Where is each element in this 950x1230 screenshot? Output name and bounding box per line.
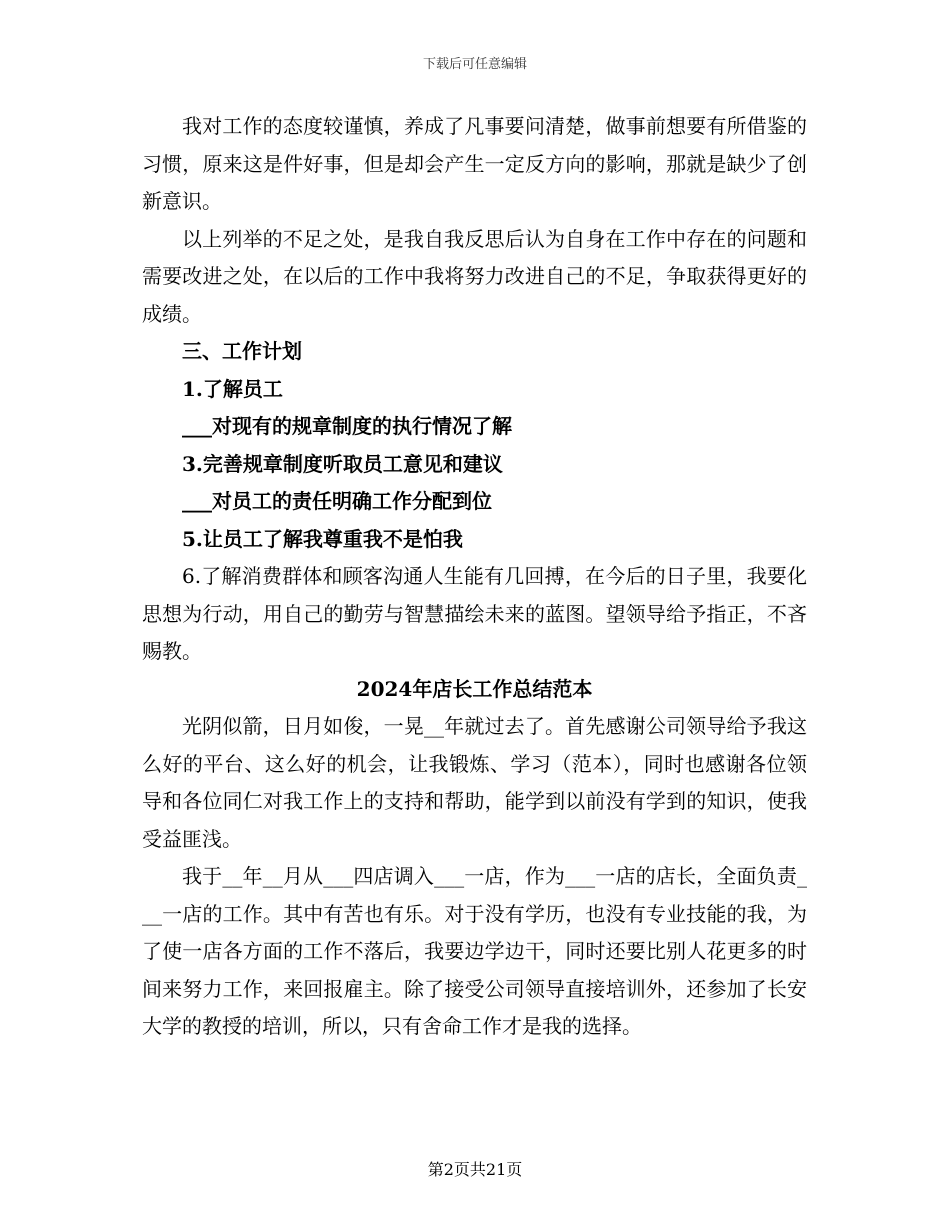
paragraph-assignment: 我于__年__月从___四店调入___一店，作为___一店的店长，全面负责___一店的工作。其中有苦也有乐。对于没有学历，也没有专业技能的我，为了使一店各方面的工作不落后，我要边学边干，同时还要比别人花更多的时间来努力工作，来回报雇主。除了接受公司领导直接培训外，还参加了长安大学的教授的培训，所以，只有舍命工作才是我的选择。 — [142, 864, 807, 1038]
plan-item-1: 1.了解员工 — [182, 376, 283, 401]
paragraph-intro: 光阴似箭，日月如俊，一晃__年就过去了。首先感谢公司领导给予我这么好的平台、这么好的机会，让我锻炼、学习（范本），同时也感谢各位领导和各位同仁对我工作上的支持和帮助，能学到以前没有学到的知识，使我受益匪浅。 — [142, 714, 807, 851]
plan-item-6: 6.了解消费群体和顾客沟通人生能有几回搏，在今后的日子里，我要化思想为行动，用自己的勤劳与智慧描绘未来的蓝图。望领导给予指正，不吝赐教。 — [142, 564, 807, 663]
plan-item-5: 5.让员工了解我尊重我不是怕我 — [182, 526, 463, 551]
page-number: 第2页共21页 — [427, 1160, 523, 1179]
document-body — [142, 108, 807, 1046]
plan-item-2: ___对现有的规章制度的执行情况了解 — [182, 414, 512, 438]
page-header-note: 下载后可任意编辑 — [422, 57, 527, 72]
plan-item-4: ___对员工的责任明确工作分配到位 — [182, 489, 492, 513]
section-heading-work-plan: 三、工作计划 — [182, 339, 302, 363]
document-title: 2024年店长工作总结范本 — [356, 676, 593, 701]
paragraph-attitude: 我对工作的态度较谨慎，养成了凡事要问清楚，做事前想要有所借鉴的习惯，原来这是件好事，但是却会产生一定反方向的影响，那就是缺少了创新意识。 — [142, 114, 807, 213]
paragraph-shortcomings: 以上列举的不足之处，是我自我反思后认为自身在工作中存在的问题和需要改进之处，在以后的工作中我将努力改进自己的不足，争取获得更好的成绩。 — [142, 226, 807, 326]
plan-item-3: 3.完善规章制度听取员工意见和建议 — [182, 451, 503, 476]
